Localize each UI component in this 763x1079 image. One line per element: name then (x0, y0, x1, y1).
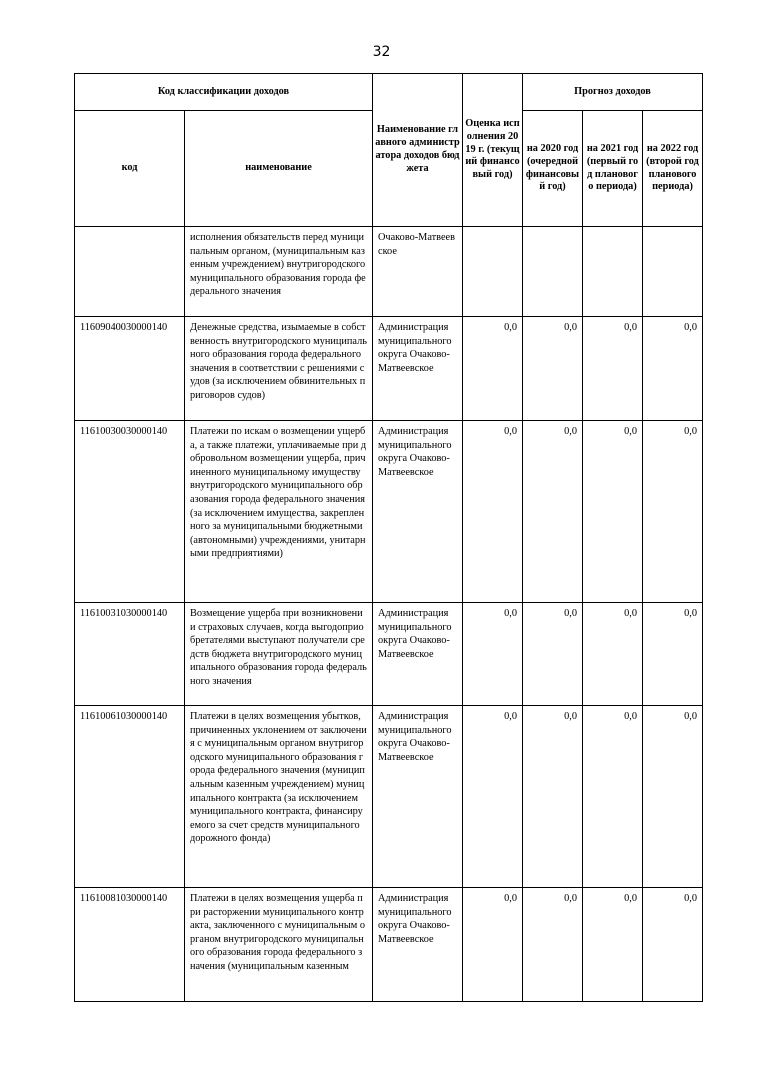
table-row (75, 706, 703, 888)
row-value-2021: 0,0 (583, 421, 643, 603)
row-code: 11610081030000140 (75, 888, 185, 1002)
header-2022: на 2022 год (второй год планового периода) (643, 111, 703, 227)
row-value-2022 (643, 227, 703, 317)
row-name: Платежи в целях возмещения ущерба при расторжении муниципального контракта, заключенного с муниципальным органом внутригородского муниципального образования города федерального значения (муниципальным казенным (185, 888, 373, 1002)
header-code: код (75, 111, 185, 227)
row-value-2019: 0,0 (463, 603, 523, 706)
row-value-2019: 0,0 (463, 706, 523, 888)
row-admin: Администрация муниципального округа Очаково-Матвеевское (373, 888, 463, 1002)
row-value-2020: 0,0 (523, 317, 583, 421)
row-value-2019: 0,0 (463, 317, 523, 421)
row-admin: Администрация муниципального округа Очаково-Матвеевское (373, 421, 463, 603)
revenue-table (74, 73, 703, 1002)
row-value-2020: 0,0 (523, 888, 583, 1002)
table-row (75, 888, 703, 1002)
header-2020: на 2020 год (очередной финансовый год) (523, 111, 583, 227)
row-value-2021: 0,0 (583, 603, 643, 706)
row-value-2021: 0,0 (583, 317, 643, 421)
row-value-2019 (463, 227, 523, 317)
row-name: исполнения обязательств перед муниципальным органом, (муниципальным казенным учреждением) внутригородского муниципального образования города федерального значения (185, 227, 373, 317)
header-estimate-2019: Оценка исполнения 2019 г. (текущий финансовый год) (463, 74, 523, 227)
row-value-2021: 0,0 (583, 706, 643, 888)
row-code: 11609040030000140 (75, 317, 185, 421)
row-value-2022: 0,0 (643, 888, 703, 1002)
row-value-2019: 0,0 (463, 421, 523, 603)
header-name: наименование (185, 111, 373, 227)
row-value-2021: 0,0 (583, 888, 643, 1002)
header-admin: Наименование главного администратора доходов бюджета (373, 74, 463, 227)
header-classification-code: Код классификации доходов (75, 74, 373, 111)
row-name: Денежные средства, изымаемые в собственность внутригородского муниципального образования города федерального значения в соответствии с решениями судов (за исключением обвинительных приговоров судов) (185, 317, 373, 421)
row-admin: Очаково-Матвеевское (373, 227, 463, 317)
page-number: 32 (372, 44, 391, 60)
row-value-2020 (523, 227, 583, 317)
row-value-2022: 0,0 (643, 421, 703, 603)
row-name: Платежи в целях возмещения убытков, причиненных уклонением от заключения с муниципальным органом внутригородского муниципального образования города федерального значения (муниципальным казенным учреждением) муниципального контракта (за исключением муниципального контракта, финансируемого за счет средств муниципального дорожного фонда) (185, 706, 373, 888)
row-code: 11610061030000140 (75, 706, 185, 888)
row-value-2020: 0,0 (523, 603, 583, 706)
table-row (75, 421, 703, 603)
row-value-2021 (583, 227, 643, 317)
row-code: 11610030030000140 (75, 421, 185, 603)
row-code (75, 227, 185, 317)
row-name: Платежи по искам о возмещении ущерба, а также платежи, уплачиваемые при добровольном возмещении ущерба, причиненного муниципальному имуществу внутригородского муниципального образования города федерального значения (за исключением имущества, закрепленного за муниципальными бюджетными (автономными) учреждениями, унитарными предприятиями) (185, 421, 373, 603)
table-row (75, 317, 703, 421)
header-2021: на 2021 год (первый год планового периода) (583, 111, 643, 227)
header-forecast: Прогноз доходов (523, 74, 703, 111)
row-name: Возмещение ущерба при возникновении страховых случаев, когда выгодоприобретателями выступают получатели средств бюджета внутригородского муниципального образования города федерального значения (185, 603, 373, 706)
row-value-2022: 0,0 (643, 317, 703, 421)
row-admin: Администрация муниципального округа Очаково-Матвеевское (373, 603, 463, 706)
row-value-2022: 0,0 (643, 603, 703, 706)
row-value-2019: 0,0 (463, 888, 523, 1002)
row-admin: Администрация муниципального округа Очаково-Матвеевское (373, 317, 463, 421)
row-code: 11610031030000140 (75, 603, 185, 706)
row-value-2020: 0,0 (523, 421, 583, 603)
row-value-2022: 0,0 (643, 706, 703, 888)
row-value-2020: 0,0 (523, 706, 583, 888)
table-row (75, 603, 703, 706)
row-admin: Администрация муниципального округа Очаково-Матвеевское (373, 706, 463, 888)
table-row (75, 227, 703, 317)
